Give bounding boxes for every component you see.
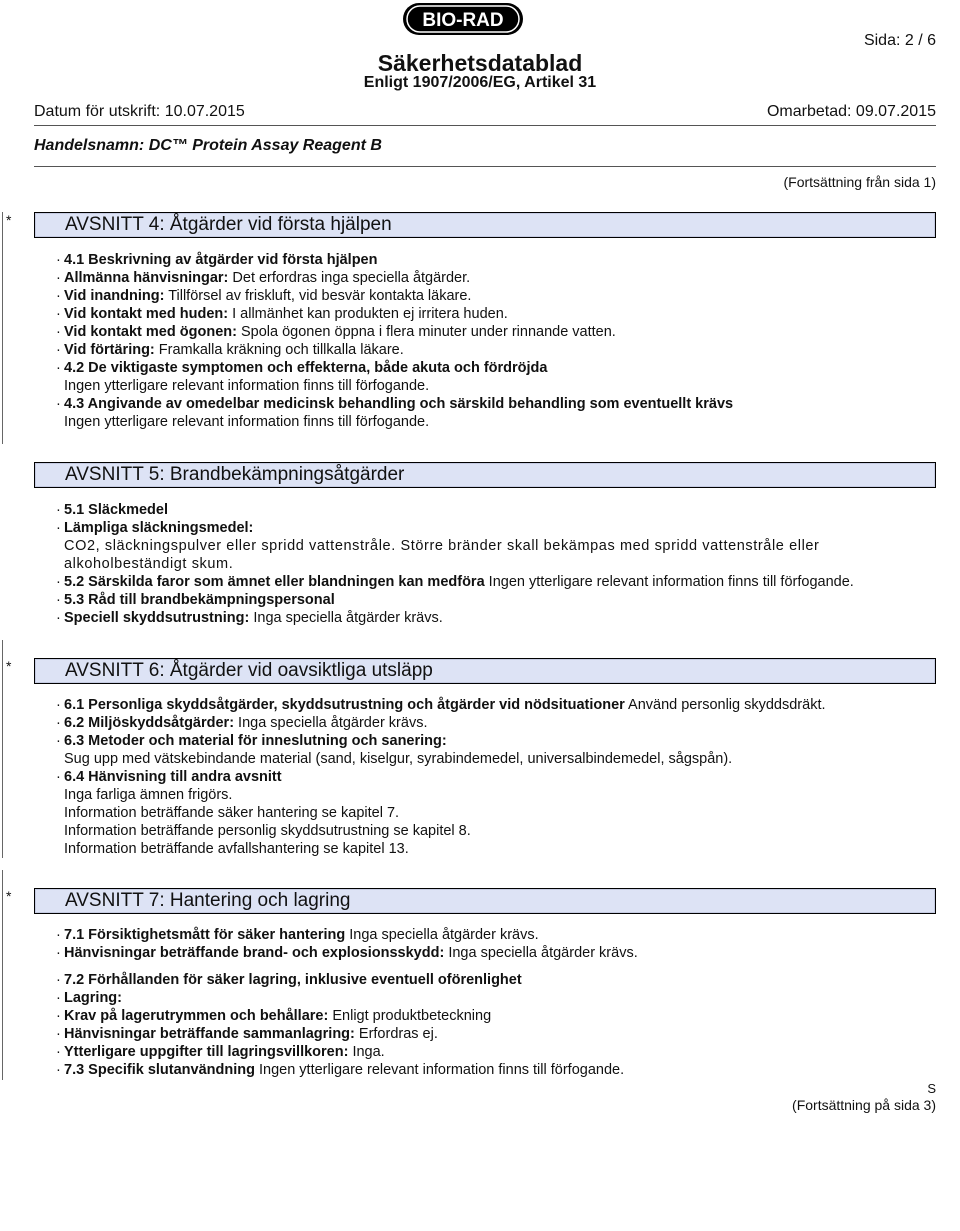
section-4-heading (34, 212, 936, 238)
trade-name: Handelsnamn: DC™ Protein Assay Reagent B (34, 137, 382, 154)
date-row (34, 103, 936, 121)
s4-line: · 4.1 Beskrivning av åtgärder vid första hjälpen (56, 252, 378, 268)
s6-line: Information beträffande avfallshantering se kapitel 13. (64, 841, 409, 857)
s4-line: · 4.3 Angivande av omedelbar medicinsk behandling och särskild behandling som eventuellt krävs (56, 396, 734, 412)
section-6-heading (34, 658, 936, 684)
s7-line: · Lagring: (56, 990, 122, 1006)
s4-line: · Vid kontakt med huden: I allmänhet kan produkten ej irritera huden. (56, 306, 508, 322)
s7-line: · 7.3 Specifik slutanvändning Ingen ytterligare relevant information finns till förfogande. (56, 1062, 625, 1078)
document-title: Säkerhetsdatablad (377, 50, 583, 76)
s4-line: Ingen ytterligare relevant information finns till förfogande. (64, 414, 430, 430)
section-7-heading (34, 888, 936, 914)
s7-line: · Hänvisningar beträffande sammanlagring: Erfordras ej. (56, 1026, 438, 1042)
s4-line: · Vid kontakt med ögonen: Spola ögonen öppna i flera minuter under rinnande vatten. (56, 324, 616, 340)
s6-line: Inga farliga ämnen frigörs. (64, 787, 233, 803)
s4-line: · Vid inandning: Tillförsel av friskluft, vid besvär kontakta läkare. (56, 288, 472, 304)
logo-text: BIO-RAD (422, 10, 504, 31)
divider (34, 125, 936, 126)
divider (34, 166, 936, 167)
s4-line: · Vid förtäring: Framkalla kräkning och tillkalla läkare. (56, 342, 404, 358)
s6-line: · 6.3 Metoder och material för inneslutning och sanering: (56, 733, 447, 749)
s7-line: · Ytterligare uppgifter till lagringsvillkoren: Inga. (56, 1044, 385, 1060)
change-marker: * (6, 658, 12, 674)
s6-line: Sug upp med vätskebindande material (sand, kiselgur, syrabindemedel, universalbindemedel, sågspån). (64, 751, 733, 767)
s5-line: · 5.1 Släckmedel (56, 502, 168, 518)
s5-line: CO2, släckningspulver eller spridd vattenstråle. Större bränder skall bekämpas med spridd vattenstråle eller alkoholbeständigt skum. (64, 538, 820, 572)
change-bar (2, 212, 3, 444)
page-number: Sida: 2 / 6 (863, 32, 936, 49)
change-marker: * (6, 212, 12, 228)
s5-line: · 5.3 Råd till brandbekämpningspersonal (56, 592, 335, 608)
s7-line: · Hänvisningar beträffande brand- och explosionsskydd: Inga speciella åtgärder krävs. (56, 945, 638, 961)
s4-line: Ingen ytterligare relevant information finns till förfogande. (64, 378, 430, 394)
section-4-title: AVSNITT 4: Åtgärder vid första hjälpen (65, 214, 392, 235)
s7-line: · 7.2 Förhållanden för säker lagring, inklusive eventuell oförenlighet (56, 972, 522, 988)
s4-line: · 4.2 De viktigaste symptomen och effekterna, både akuta och fördröjda (56, 360, 548, 376)
s6-line: · 6.2 Miljöskyddsåtgärder: Inga speciella åtgärder krävs. (56, 715, 428, 731)
s6-line: · 6.1 Personliga skyddsåtgärder, skyddsutrustning och åtgärder vid nödsituationer Använd personlig skyddsdräkt. (56, 697, 826, 713)
section-6-title: AVSNITT 6: Åtgärder vid oavsiktliga utsläpp (65, 660, 433, 681)
change-bar (2, 640, 3, 858)
revised-date: Omarbetad: 09.07.2015 (766, 103, 936, 120)
s6-line: Information beträffande säker hantering se kapitel 7. (64, 805, 400, 821)
page-letter: S (927, 1081, 936, 1096)
s6-line: · 6.4 Hänvisning till andra avsnitt (56, 769, 282, 785)
s7-line: · Krav på lagerutrymmen och behållare: Enligt produktbeteckning (56, 1008, 492, 1024)
document-subtitle: Enligt 1907/2006/EG, Artikel 31 (363, 74, 597, 91)
s6-line: Information beträffande personlig skyddsutrustning se kapitel 8. (64, 823, 471, 839)
s5-line: · Lämpliga släckningsmedel: (56, 520, 254, 536)
continued-from: (Fortsättning från sida 1) (783, 174, 936, 190)
bio-rad-logo (402, 2, 524, 36)
section-5-heading (34, 462, 936, 488)
print-date: Datum för utskrift: 10.07.2015 (34, 103, 245, 120)
s4-line: · Allmänna hänvisningar: Det erfordras inga speciella åtgärder. (56, 270, 471, 286)
change-marker: * (6, 888, 12, 904)
s5-line: · 5.2 Särskilda faror som ämnet eller blandningen kan medföra Ingen ytterligare relevant information finns till förfogande. (56, 574, 854, 590)
s7-line: · 7.1 Försiktighetsmått för säker hantering Inga speciella åtgärder krävs. (56, 927, 539, 943)
section-7-title: AVSNITT 7: Hantering och lagring (65, 890, 351, 911)
continued-on: (Fortsättning på sida 3) (792, 1097, 936, 1113)
section-5-title: AVSNITT 5: Brandbekämpningsåtgärder (65, 464, 405, 485)
s5-line: · Speciell skyddsutrustning: Inga speciella åtgärder krävs. (56, 610, 443, 626)
change-bar (2, 870, 3, 1080)
